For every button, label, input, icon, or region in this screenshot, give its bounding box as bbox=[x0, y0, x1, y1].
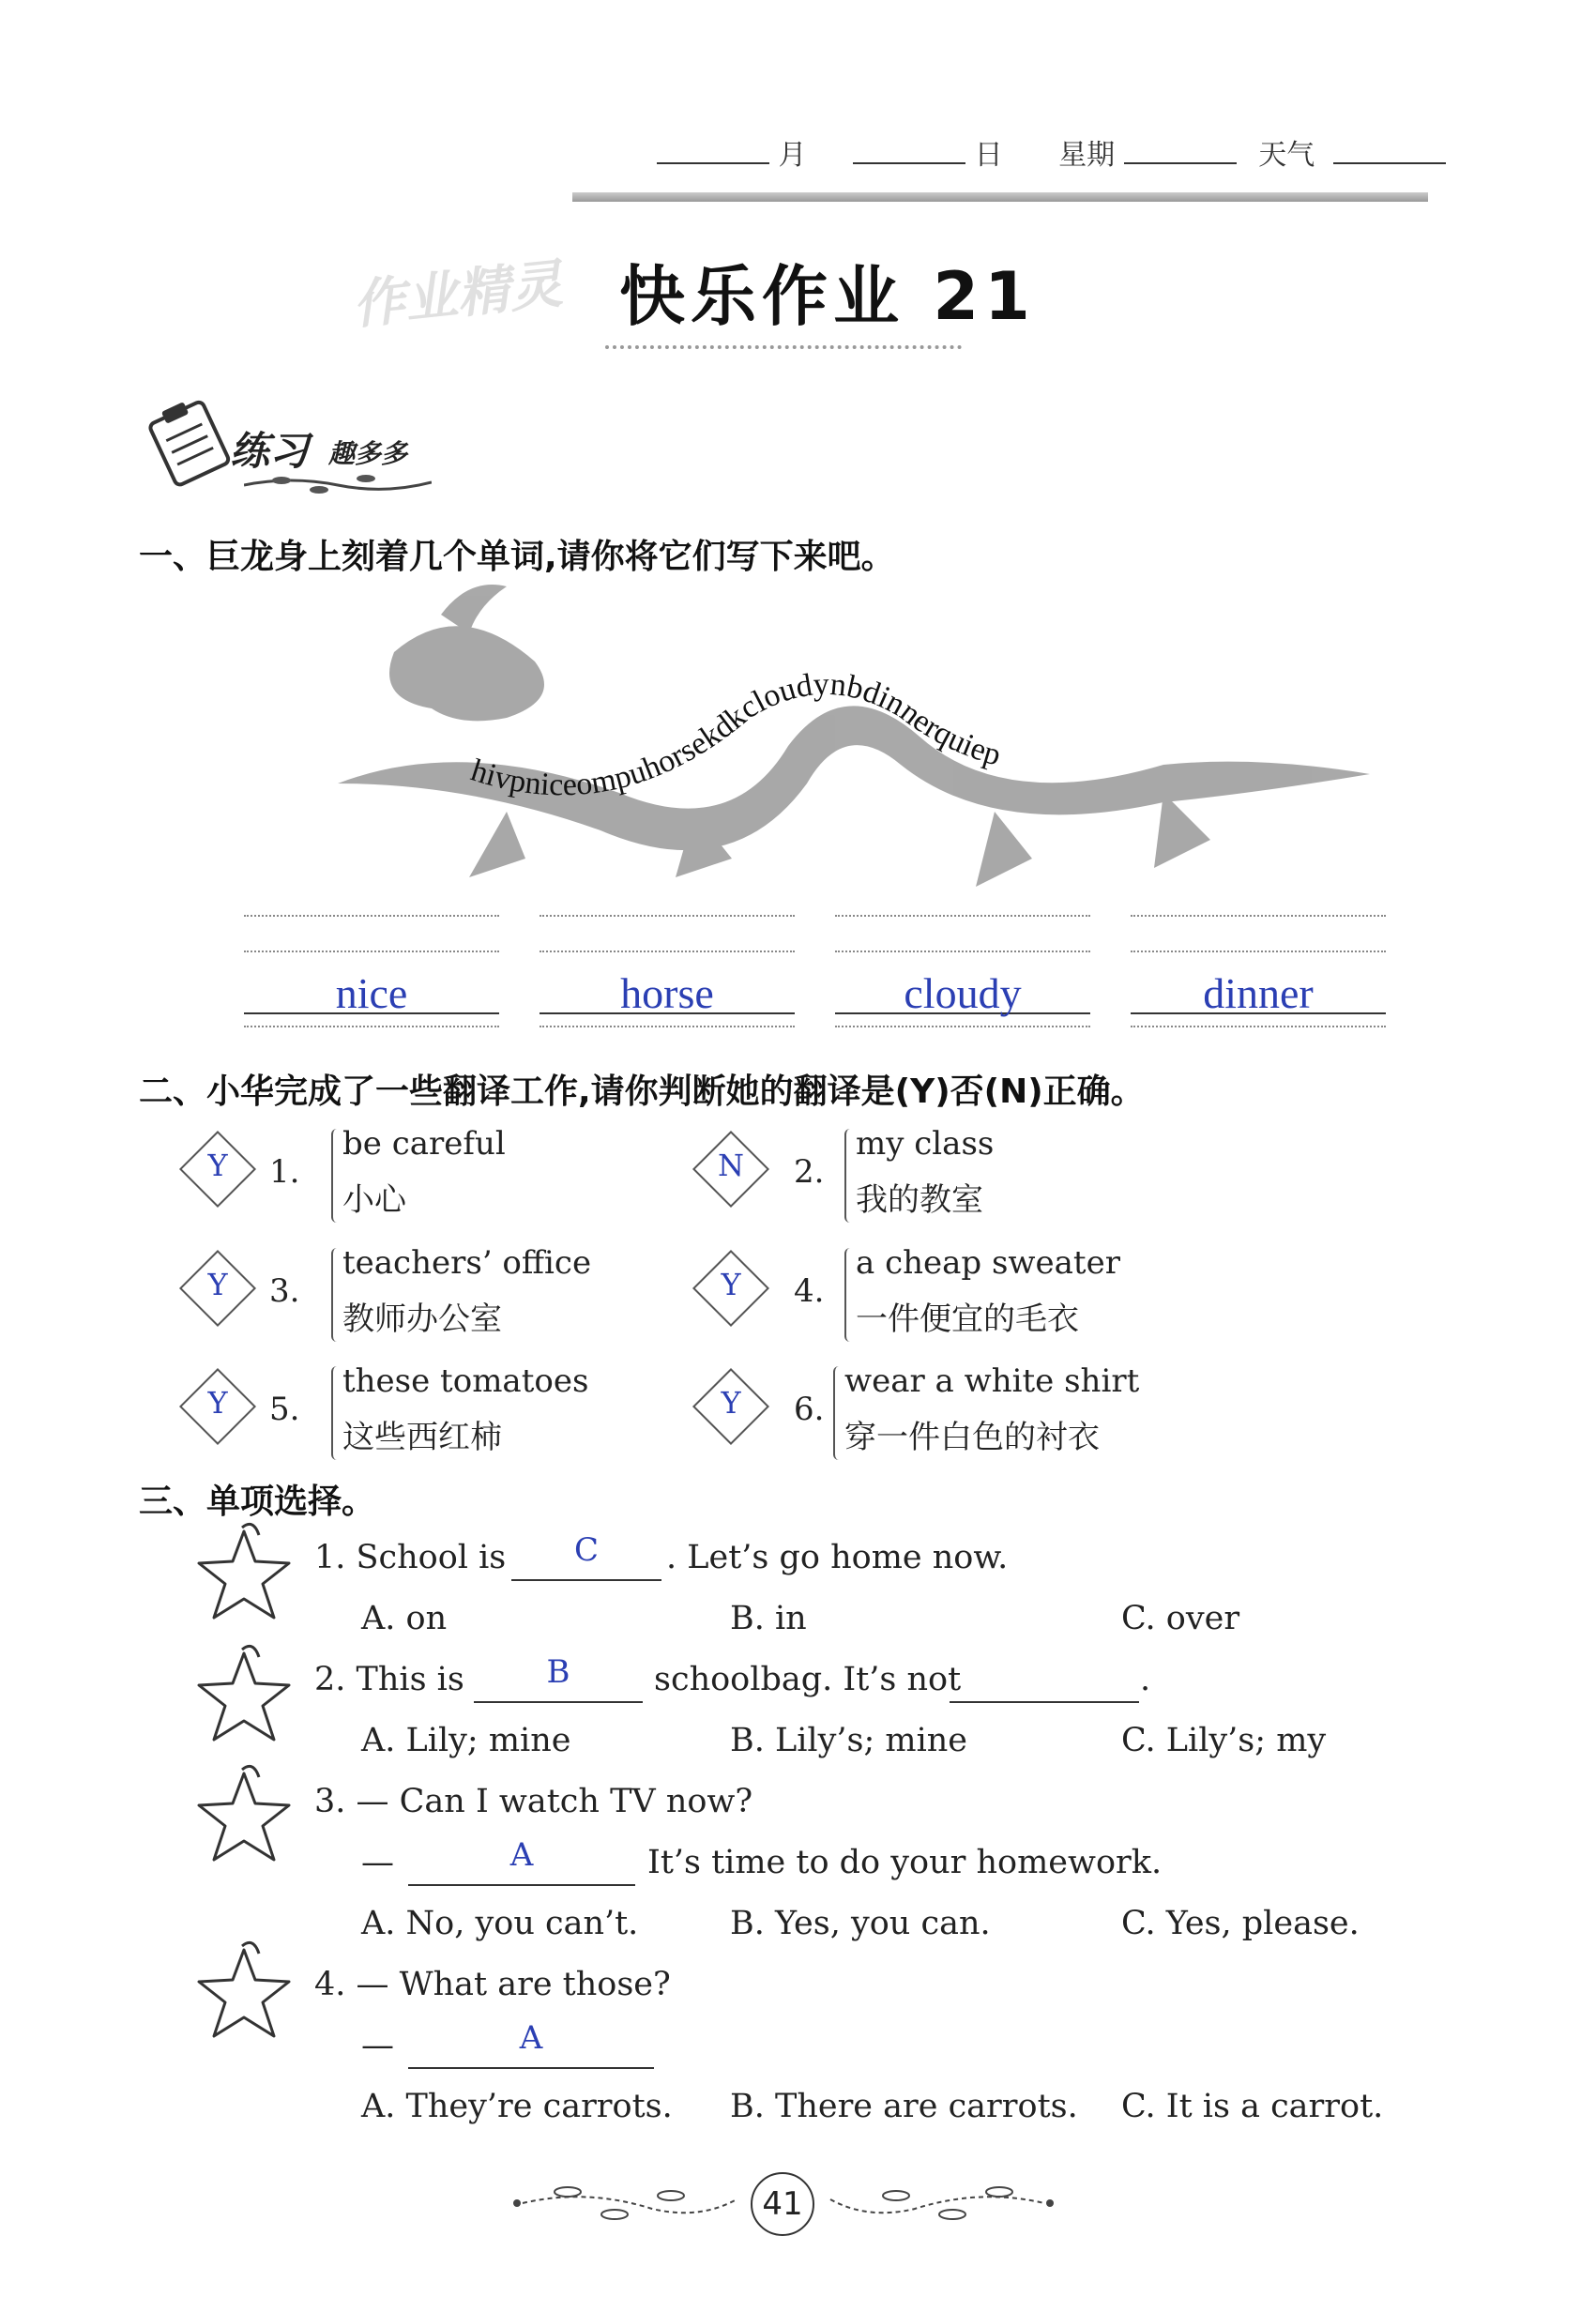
item-english: these tomatoes bbox=[342, 1362, 589, 1400]
star-icon bbox=[188, 1764, 300, 1877]
mark-answer: Y bbox=[721, 1267, 741, 1302]
question-1-blank[interactable] bbox=[511, 1579, 661, 1581]
dragon-icon bbox=[225, 577, 1379, 896]
dragon-letters: hivpniceompuhorsekdkcloudynbdinnerquiep bbox=[466, 666, 1005, 803]
question-4-option-c[interactable]: C. It is a carrot. bbox=[1121, 2088, 1384, 2125]
word-answer-3[interactable]: cloudy bbox=[835, 973, 1090, 1014]
item-chinese: 穿一件白色的衬衣 bbox=[844, 1419, 1100, 1456]
item-chinese: 我的教室 bbox=[856, 1181, 983, 1219]
day-blank[interactable] bbox=[853, 162, 965, 164]
vine-icon bbox=[244, 471, 432, 499]
question-2-blank-1[interactable] bbox=[474, 1701, 643, 1703]
weather-blank[interactable] bbox=[1333, 162, 1446, 164]
translation-item-1 bbox=[183, 1121, 671, 1234]
question-1-post: . Let’s go home now. bbox=[666, 1539, 1009, 1576]
mark-answer: Y bbox=[207, 1385, 228, 1421]
question-4-line1: 4. — What are those? bbox=[314, 1966, 671, 2003]
week-blank[interactable] bbox=[1124, 162, 1237, 164]
question-3-blank[interactable] bbox=[408, 1884, 635, 1886]
section3-title: 三、单项选择。 bbox=[139, 1483, 376, 1521]
month-blank[interactable] bbox=[657, 162, 769, 164]
question-2-pre: 2. This is bbox=[314, 1661, 464, 1698]
word-answer-1[interactable]: nice bbox=[244, 973, 499, 1014]
translation-item-5 bbox=[183, 1359, 671, 1471]
question-4-blank[interactable] bbox=[408, 2067, 654, 2069]
mark-answer: N bbox=[718, 1148, 744, 1183]
badge-sub: 趣多多 bbox=[328, 438, 408, 469]
item-english: be careful bbox=[342, 1125, 506, 1163]
question-2-option-c[interactable]: C. Lily’s; my bbox=[1121, 1722, 1327, 1759]
translation-item-3 bbox=[183, 1240, 671, 1353]
question-1-option-b[interactable]: B. in bbox=[730, 1600, 807, 1637]
mark-answer: Y bbox=[207, 1267, 228, 1302]
section2-title: 二、小华完成了一些翻译工作,请你判断她的翻译是(Y)否(N)正确。 bbox=[139, 1072, 1145, 1111]
item-english: wear a white shirt bbox=[844, 1362, 1140, 1400]
question-3-line1: 3. — Can I watch TV now? bbox=[314, 1783, 753, 1820]
question-3-answer: A bbox=[509, 1836, 534, 1874]
question-2-answer: B bbox=[546, 1653, 570, 1691]
month-label: 月 bbox=[778, 139, 807, 172]
day-label: 日 bbox=[974, 139, 1003, 172]
question-1-option-c[interactable]: C. over bbox=[1121, 1600, 1240, 1637]
dragon-figure bbox=[225, 577, 1379, 896]
mark-answer: Y bbox=[721, 1385, 741, 1421]
question-3-option-b[interactable]: B. Yes, you can. bbox=[730, 1905, 991, 1942]
item-chinese: 这些西红柿 bbox=[342, 1419, 502, 1456]
watermark: 作业精灵 bbox=[349, 253, 566, 337]
item-english: a cheap sweater bbox=[856, 1244, 1120, 1282]
item-chinese: 教师办公室 bbox=[342, 1300, 502, 1338]
question-2-blank-2[interactable] bbox=[950, 1701, 1139, 1703]
mark-answer: Y bbox=[207, 1148, 228, 1183]
right-ornament-icon bbox=[821, 2175, 1056, 2231]
clipboard-icon bbox=[141, 394, 244, 488]
question-3-option-a[interactable]: A. No, you can’t. bbox=[361, 1905, 639, 1942]
item-chinese: 小心 bbox=[342, 1181, 406, 1219]
item-chinese: 一件便宜的毛衣 bbox=[856, 1300, 1079, 1338]
practice-badge bbox=[141, 394, 441, 497]
question-2-option-b[interactable]: B. Lily’s; mine bbox=[730, 1722, 968, 1759]
item-number: 2. bbox=[794, 1153, 825, 1191]
star-icon bbox=[188, 1940, 300, 2053]
question-3-dash: — bbox=[361, 1844, 394, 1881]
section1-title: 一、巨龙身上刻着几个单词,请你将它们写下来吧。 bbox=[139, 538, 895, 576]
date-header bbox=[657, 131, 1446, 173]
item-number: 5. bbox=[269, 1391, 300, 1428]
title-underline bbox=[605, 345, 962, 357]
item-number: 1. bbox=[269, 1153, 300, 1191]
question-1-pre: 1. School is bbox=[314, 1539, 507, 1576]
question-2-option-a[interactable]: A. Lily; mine bbox=[361, 1722, 571, 1759]
question-3-post: It’s time to do your homework. bbox=[647, 1844, 1163, 1881]
translation-item-6 bbox=[696, 1359, 1222, 1471]
question-4-option-b[interactable]: B. There are carrots. bbox=[730, 2088, 1078, 2125]
svg-text:hivpniceompuhorsekdkcloudynbdi bbox=[467, 667, 1005, 803]
question-1-answer: C bbox=[573, 1531, 599, 1569]
star-icon bbox=[188, 1522, 300, 1635]
question-3-option-c[interactable]: C. Yes, please. bbox=[1121, 1905, 1360, 1942]
item-number: 3. bbox=[269, 1272, 300, 1310]
item-english: teachers’ office bbox=[342, 1244, 592, 1282]
question-2-post: . bbox=[1140, 1661, 1151, 1698]
item-number: 6. bbox=[794, 1391, 825, 1428]
question-1-option-a[interactable]: A. on bbox=[361, 1600, 448, 1637]
badge-main: 练习 bbox=[230, 428, 310, 474]
page-number: 41 bbox=[751, 2172, 814, 2236]
translation-item-2 bbox=[696, 1121, 1222, 1234]
star-icon bbox=[188, 1644, 300, 1757]
left-ornament-icon bbox=[511, 2175, 746, 2231]
question-4-option-a[interactable]: A. They’re carrots. bbox=[361, 2088, 673, 2125]
item-english: my class bbox=[856, 1125, 995, 1163]
question-2-mid: schoolbag. It’s not bbox=[654, 1661, 962, 1698]
page-title: 快乐作业 21 bbox=[619, 258, 1036, 335]
item-number: 4. bbox=[794, 1272, 825, 1310]
header-divider bbox=[572, 192, 1428, 202]
question-4-answer: A bbox=[519, 2019, 543, 2057]
translation-item-4 bbox=[696, 1240, 1222, 1353]
week-label: 星期 bbox=[1058, 139, 1116, 172]
word-answer-4[interactable]: dinner bbox=[1131, 973, 1386, 1014]
weather-label: 天气 bbox=[1258, 139, 1315, 172]
question-4-dash: — bbox=[361, 2027, 394, 2064]
word-answer-2[interactable]: horse bbox=[540, 973, 795, 1014]
